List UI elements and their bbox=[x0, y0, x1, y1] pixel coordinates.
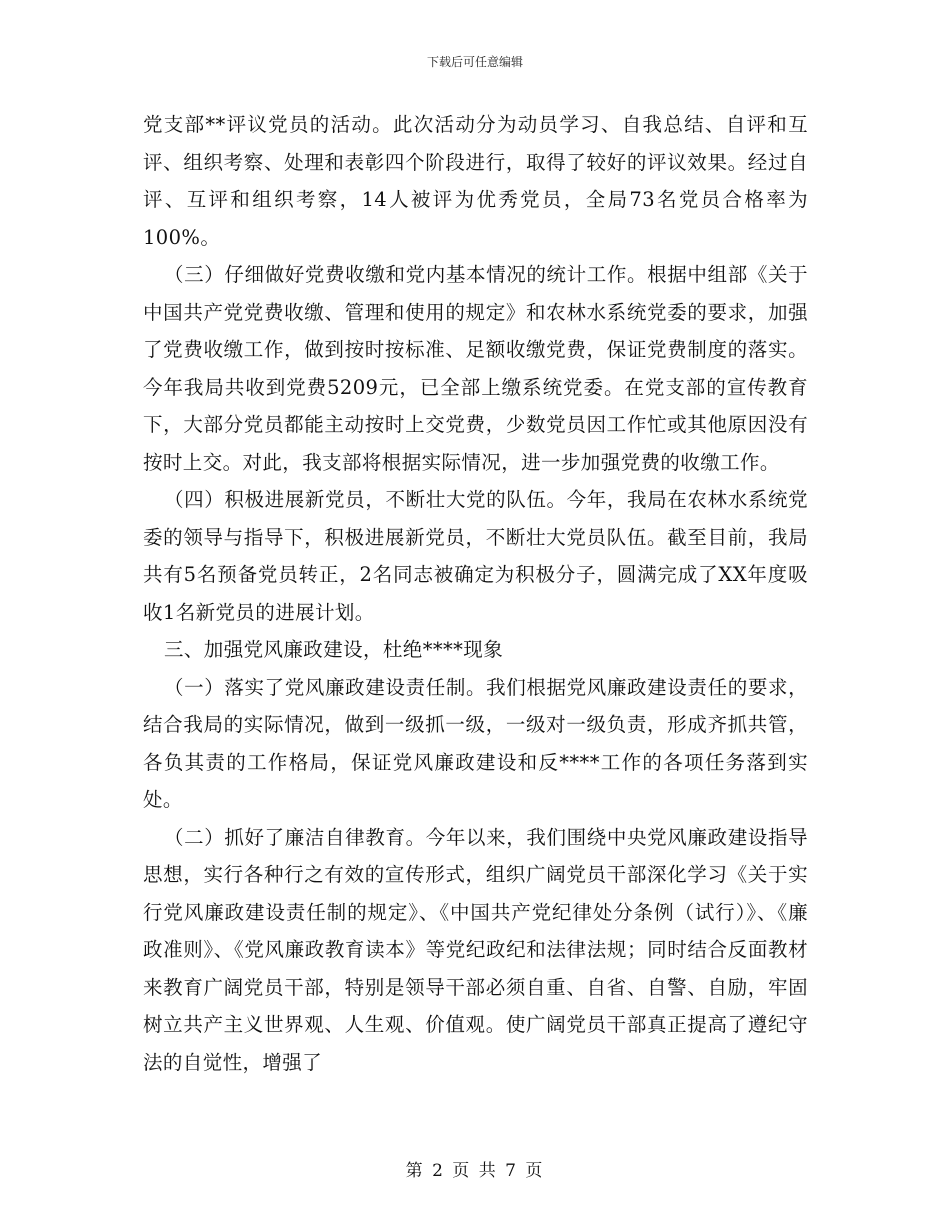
section-heading: 三、加强党风廉政建设，杜绝****现象 bbox=[164, 638, 504, 661]
paragraph-new-members: （四）积极进展新党员，不断壮大党的队伍。今年，我局在农林水系统党委的领导与指导下，积极进展新党员，不断壮大党员队伍。截至目前，我局共有5名预备党员转正，2名同志被确定为积极分子，圆满完成了XX年度吸收1名新党员的进展计划。 bbox=[143, 488, 808, 624]
paragraph-education: （二）抓好了廉洁自律教育。今年以来，我们围绕中央党风廉政建设指导思想，实行各种行之有效的宣传形式，组织广阔党员干部深化学习《关于实行党风廉政建设责任制的规定》、《中国共产党纪律处分条例（试行）》、《廉政准则》、《党风廉政教育读本》等党纪政纪和法律法规；同时结合反面教材来教育广阔党员干部，特别是领导干部必须自重、自省、自警、自励，牢固树立共产主义世界观、人生观、价值观。使广阔党员干部真正提高了遵纪守法的自觉性，增强了 bbox=[143, 825, 808, 1074]
paragraph-responsibility: （一）落实了党风廉政建设责任制。我们根据党风廉政建设责任的要求，结合我局的实际情况，做到一级抓一级，一级对一级负责，形成齐抓共管，各负其责的工作格局，保证党风廉政建设和反****工作的各项任务落到实处。 bbox=[143, 675, 808, 811]
paragraph-continuation: 党支部**评议党员的活动。此次活动分为动员学习、自我总结、自评和互评、组织考察、处理和表彰四个阶段进行，取得了较好的评议效果。经过自评、互评和组织考察，14人被评为优秀党员，全局73名党员合格率为100%。 bbox=[143, 113, 808, 249]
paragraph-party-fees: （三）仔细做好党费收缴和党内基本情况的统计工作。根据中组部《关于中国共产党党费收缴、管理和使用的规定》和农林水系统党委的要求，加强了党费收缴工作，做到按时按标准、足额收缴党费，保证党费制度的落实。今年我局共收到党费5209元，已全部上缴系统党委。在党支部的宣传教育下，大部分党员都能主动按时上交党费，少数党员因工作忙或其他原因没有按时上交。对此，我支部将根据实际情况，进一步加强党费的收缴工作。 bbox=[143, 263, 808, 474]
page-header: 下载后可任意编辑 bbox=[426, 55, 523, 69]
body-text bbox=[143, 106, 808, 1081]
page-number: 第 2 页 共 7 页 bbox=[405, 1161, 545, 1181]
